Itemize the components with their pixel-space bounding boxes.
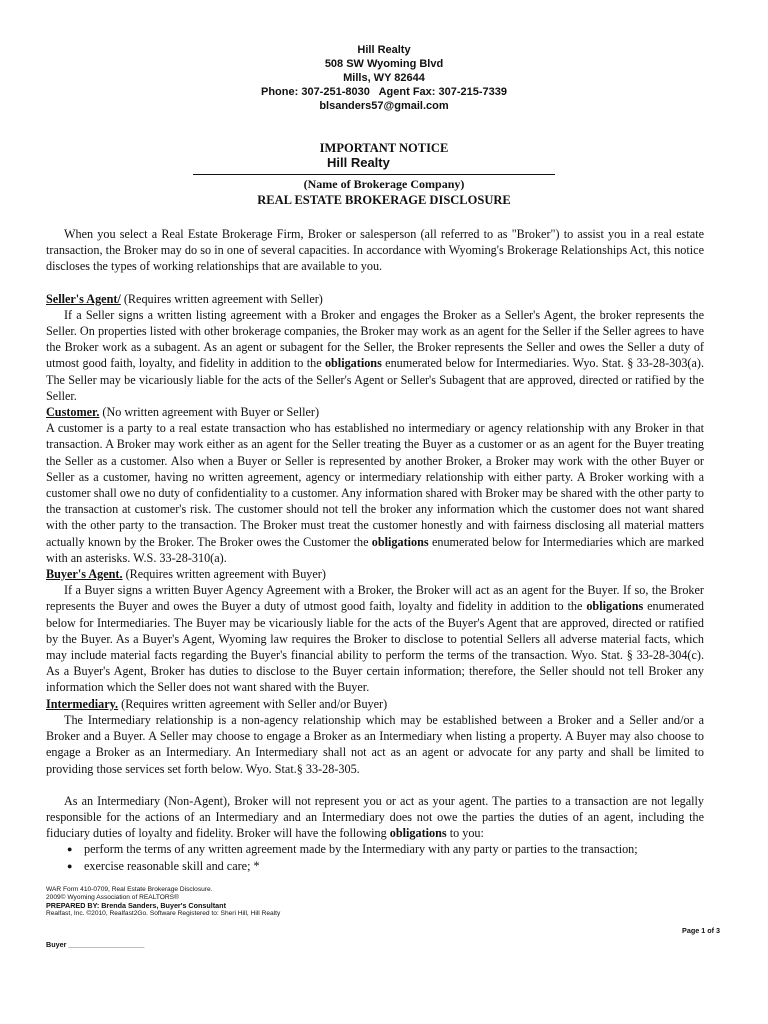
letterhead-company: Hill Realty — [357, 44, 411, 56]
letterhead-address: 508 SW Wyoming Blvd — [324, 58, 444, 70]
list-item: ● exercise reasonable skill and care; * — [84, 858, 704, 874]
sellers-agent-paragraph — [46, 307, 704, 404]
sellers-agent-text-1: If a Seller signs a written listing agreement with a Broker and engages the Broker as a Seller's Agent, the broker represents the Seller. On properties listed with other brokerage companies, the Broker may work as an agent for the Seller if the Seller agrees to have the Broker work as a subagent. As an agent or subagent for the Seller, the Broker represents the Seller and owes the Seller a duty of utmost good faith, loyalty, and fidelity in addition to the — [46, 307, 704, 371]
buyers-agent-text-2: enumerated below for Intermediaries. The Buyer may be vicariously liable for the acts of the Buyer's Agent that are approved, directed or ratified by the Buyer. As a Buyer's Agent, Wyoming law requires the Broker to disclose to potential Sellers all adverse material facts, which may include material facts regarding the Buyer's financial ability to perform the terms of the transaction. Wyo. Stat. § 33-28-304(c). As a Buyer's Agent, Broker has duties to disclose to the Buyer certain information; therefore, the Seller should not tell Broker any information which the Seller does not want shared with the Buyer. — [46, 599, 704, 695]
letterhead-phones: Phone: 307-251-8030 Agent Fax: 307-215-7339 — [261, 86, 507, 98]
obligations-list — [46, 841, 704, 873]
customer-text-1: A customer is a party to a real estate transaction who has established no intermediary or agency relationship with any Broker in that transaction. A Broker may work either as an agent for the Seller treating the Buyer as a customer or as an agent for the Buyer treating the Seller as a customer. Also when a Buyer or Seller is represented by another Broker, a Broker may work with the other Buyer or Seller as a customer, having no written agreement, agency or intermediary relationship with either party. A Broker working with a customer shall owe no duty of confidentiality to a customer. Any information shared with Broker may be shared with the other party to the transaction at customer's risk. The customer should not tell the broker any information which the customer does not want shared with the other party to the transaction. The Broker must treat the customer honestly and with fairness disclosing all material matters actually known by the Broker. The Broker owes the Customer the — [46, 421, 704, 549]
document-body — [46, 226, 704, 874]
footer-copyright: 2009© Wyoming Association of REALTORS® — [46, 894, 179, 901]
list-item: ● perform the terms of any written agreement made by the Intermediary with any party or parties to the transaction; — [84, 841, 704, 857]
letterhead-city: Mills, WY 82644 — [343, 72, 425, 84]
customer-heading: Customer. — [46, 405, 100, 420]
sellers-agent-text-2: enumerated below for Intermediaries. Wyo. Stat. § 33-28-303(a). The Seller may be vicariously liable for the acts of the Seller's Agent or Seller's Subagent that are approved, directed or ratified by the Seller. — [46, 356, 704, 403]
buyers-agent-heading-line — [46, 566, 704, 582]
footer-form-id: WAR Form 410-0709, Real Estate Brokerage Disclosure. — [46, 886, 213, 893]
footer-software: Realfast, Inc. ©2010, Realfast2Go. Software Registered to: Sheri Hill, Hill Realty — [46, 910, 281, 917]
sellers-agent-note: (Requires written agreement with Seller) — [120, 291, 323, 306]
form-footer — [46, 886, 722, 918]
non-agent-text-1: As an Intermediary (Non-Agent), Broker will not represent you or act as your agent. The parties to a transaction are not legally responsible for the actions of an Intermediary and an Intermediary does not owe the parties the duties of an agent, including the fiduciary duties of loyalty and fidelity. Broker will have the following — [46, 793, 704, 841]
buyers-agent-heading: Buyer's Agent. — [46, 567, 123, 582]
customer-note: (No written agreement with Buyer or Seller) — [99, 405, 320, 420]
buyer-initials-line: Buyer ___________________ — [46, 940, 145, 949]
intermediary-heading-line — [46, 696, 704, 712]
letterhead-email: blsanders57@gmail.com — [319, 100, 449, 112]
footer-prepared-by: PREPARED BY: Brenda Sanders, Buyer's Consultant — [46, 901, 226, 910]
page-number: Page 1 of 3 — [682, 926, 720, 935]
intro-paragraph: When you select a Real Estate Brokerage Firm, Broker or salesperson (all referred to as "Broker") to assist you in a real estate transaction, the Broker may do so in one of several capacities. In accordance with Wyoming's Brokerage Relationships Act, this notice discloses the types of working relationships that are available to you. — [46, 227, 704, 274]
sellers-agent-heading-line — [46, 291, 704, 307]
letterhead — [0, 43, 768, 113]
sellers-agent-heading: Seller's Agent/ — [46, 291, 121, 306]
non-agent-paragraph — [46, 793, 704, 842]
buyers-agent-note: (Requires written agreement with Buyer) — [122, 567, 326, 582]
broker-name: Hill Realty — [327, 155, 390, 170]
intermediary-paragraph: The Intermediary relationship is a non-agency relationship which may be established between a Broker and a Seller and/or a Broker and a Buyer. A Seller may choose to engage a Broker as an Intermediary when listing a property. A Buyer may also choose to engage a Broker as an Intermediary. An Intermediary shall not act as an agent or advocate for any party and shall be limited to providing those services set forth below. Wyo. Stat.§ 33-28-305. — [46, 712, 704, 776]
intermediary-heading: Intermediary. — [46, 696, 119, 711]
customer-obligations: obligations — [371, 534, 429, 549]
broker-name-underline — [193, 174, 555, 175]
broker-caption: (Name of Brokerage Company) — [303, 177, 465, 191]
buyers-agent-text-1: If a Buyer signs a written Buyer Agency Agreement with a Broker, the Broker will act as an agent for the Buyer. If so, the Broker represents the Buyer and owes the Buyer a duty of utmost good faith, loyalty and fidelity in addition to the — [46, 583, 704, 614]
intermediary-note: (Requires written agreement with Seller and/or Buyer) — [118, 696, 388, 711]
customer-paragraph — [46, 420, 704, 566]
disclosure-title: REAL ESTATE BROKERAGE DISCLOSURE — [257, 193, 511, 207]
notice-title: IMPORTANT NOTICE — [319, 141, 449, 155]
buyers-agent-paragraph — [46, 582, 704, 695]
customer-text-2: enumerated below for Intermediaries which are marked with an asterisks. W.S. 33-28-310(a). — [46, 534, 704, 565]
non-agent-obligations: obligations — [389, 826, 447, 841]
sellers-agent-obligations: obligations — [324, 356, 382, 371]
customer-heading-line — [46, 404, 704, 420]
non-agent-text-2: to you: — [446, 826, 484, 841]
buyers-agent-obligations: obligations — [586, 599, 644, 614]
